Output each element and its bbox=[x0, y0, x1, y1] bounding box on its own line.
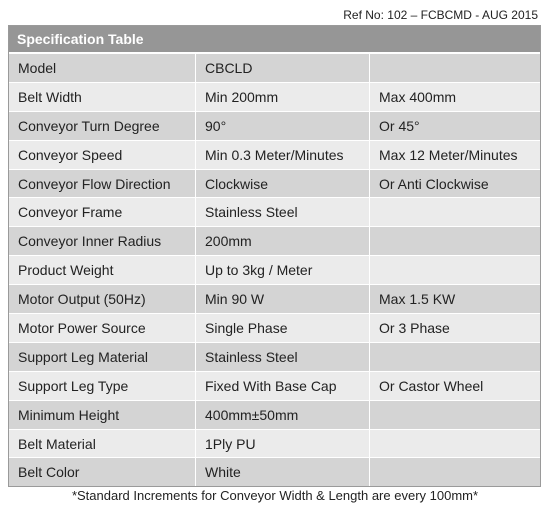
table-row bbox=[9, 255, 540, 284]
spec-alt-value bbox=[370, 343, 540, 371]
spec-label: Motor Output (50Hz) bbox=[9, 285, 196, 313]
spec-label: Conveyor Frame bbox=[9, 198, 196, 226]
specification-table bbox=[8, 25, 541, 487]
table-row bbox=[9, 313, 540, 342]
spec-value: 200mm bbox=[196, 227, 370, 255]
spec-value: 1Ply PU bbox=[196, 430, 370, 458]
table-row bbox=[9, 226, 540, 255]
spec-label: Support Leg Material bbox=[9, 343, 196, 371]
spec-value: Fixed With Base Cap bbox=[196, 372, 370, 400]
table-row bbox=[9, 169, 540, 198]
table-title-row bbox=[9, 26, 540, 53]
table-row bbox=[9, 371, 540, 400]
spec-value: Min 200mm bbox=[196, 83, 370, 111]
spec-alt-value: Max 400mm bbox=[379, 88, 457, 105]
spec-label: Conveyor Speed bbox=[9, 141, 196, 169]
table-row bbox=[9, 140, 540, 169]
spec-alt-value: Or 3 Phase bbox=[379, 319, 450, 336]
spec-label: Conveyor Turn Degree bbox=[9, 112, 196, 140]
footnote: *Standard Increments for Conveyor Width & Length are every 100mm* bbox=[71, 488, 479, 503]
spec-value: Stainless Steel bbox=[196, 343, 370, 371]
spec-alt-value bbox=[370, 458, 540, 486]
reference-number: Ref No: 102 – FCBCMD - AUG 2015 bbox=[343, 8, 538, 22]
spec-alt-value: Max 1.5 KW bbox=[379, 291, 456, 308]
spec-value: 90° bbox=[196, 112, 370, 140]
spec-label: Motor Power Source bbox=[9, 314, 196, 342]
table-row bbox=[9, 197, 540, 226]
spec-alt-value: Or Castor Wheel bbox=[379, 377, 484, 394]
table-row bbox=[9, 342, 540, 371]
spec-label: Belt Material bbox=[9, 430, 196, 458]
spec-alt-value bbox=[370, 54, 540, 82]
spec-label: Conveyor Flow Direction bbox=[9, 170, 196, 198]
spec-value: Min 90 W bbox=[196, 285, 370, 313]
table-row bbox=[9, 82, 540, 111]
spec-label: Belt Color bbox=[9, 458, 196, 486]
spec-value: CBCLD bbox=[196, 54, 370, 82]
spec-value: Stainless Steel bbox=[196, 198, 370, 226]
spec-value: Up to 3kg / Meter bbox=[196, 256, 370, 284]
table-row bbox=[9, 400, 540, 429]
table-title: Specification Table bbox=[17, 31, 144, 47]
spec-label: Model bbox=[9, 54, 196, 82]
spec-label: Product Weight bbox=[9, 256, 196, 284]
spec-value: Clockwise bbox=[196, 170, 370, 198]
spec-alt-value bbox=[370, 401, 540, 429]
spec-label: Minimum Height bbox=[9, 401, 196, 429]
spec-label: Conveyor Inner Radius bbox=[9, 227, 196, 255]
spec-label: Support Leg Type bbox=[9, 372, 196, 400]
spec-alt-value: Or 45° bbox=[379, 117, 420, 134]
table-row bbox=[9, 284, 540, 313]
spec-alt-value bbox=[370, 256, 540, 284]
spec-alt-value: Or Anti Clockwise bbox=[379, 175, 489, 192]
spec-value: 400mm±50mm bbox=[196, 401, 370, 429]
spec-label: Belt Width bbox=[9, 83, 196, 111]
spec-alt-value: Max 12 Meter/Minutes bbox=[379, 146, 518, 163]
table-row bbox=[9, 429, 540, 458]
spec-value: White bbox=[196, 458, 370, 486]
table-row bbox=[9, 53, 540, 82]
spec-value: Single Phase bbox=[196, 314, 370, 342]
spec-alt-value bbox=[370, 198, 540, 226]
spec-value: Min 0.3 Meter/Minutes bbox=[196, 141, 370, 169]
spec-alt-value bbox=[370, 430, 540, 458]
table-row bbox=[9, 457, 540, 486]
table-row bbox=[9, 111, 540, 140]
spec-alt-value bbox=[370, 227, 540, 255]
